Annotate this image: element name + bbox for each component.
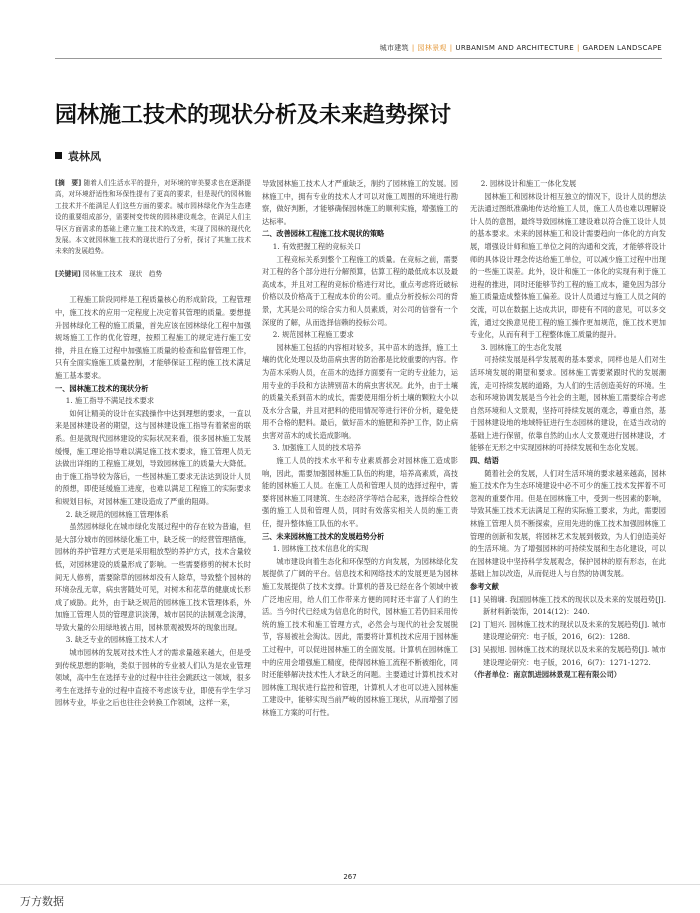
paragraph: 城市园林的发展对技术性人才的需求量越来越大，但是受到传统思想的影响，类似于园林的专业被人们认为是农业管理领域，高中生在选择专业的过程中往往会跳跃这一领域，很多考生在选择专业的过程中直接不考虑该专业，即使有学生学习园林专业，毕业之后也往往会转换工作领域，这样一来， bbox=[55, 648, 251, 708]
author-affiliation: （作者单位：南京凯进园林景观工程有限公司） bbox=[470, 670, 621, 680]
reference-item bbox=[470, 644, 666, 669]
abstract-label: [摘 要] bbox=[55, 179, 82, 187]
paragraph: 导致园林施工技术人才严重缺乏，制约了园林施工的发展。园林施工中，拥有专业的技术人才可以对施工周围的环境进行勘察，做好判断，才能够确保园林施工的顺利实施，增强施工的达标率。 bbox=[262, 179, 458, 226]
keywords bbox=[55, 268, 251, 281]
subheading-2-2: 2. 规范园林工程施工要求 bbox=[272, 330, 354, 340]
article-title: 园林施工技术的现状分析及未来趋势探讨 bbox=[55, 103, 452, 128]
reference-item bbox=[470, 594, 666, 619]
paragraph: 工程竞标关系到整个工程施工的质量。在竞标之前，需要对工程的各个部分进行分解预算，估算工程的最低成本以及最高成本，并且对工程的竞标价格进行对比，重点考虑将近破标价格以及价格高于工程成本价的公司。重点分析投标公司的背景，尤其是公司的综合实力和人员素质，对公司的信誉有一个深度的了解，从而选择信赖的投标公司。 bbox=[262, 254, 458, 327]
footer-divider bbox=[0, 884, 700, 885]
author-name: 袁林凤 bbox=[68, 150, 101, 163]
references-heading: 参考文献 bbox=[470, 582, 499, 591]
subheading-3-2: 2. 园林设计和施工一体化发展 bbox=[480, 179, 577, 188]
paragraph: 园林施工包括的内容相对较多，其中苗木的选择，施工土壤的优化处理以及幼苗病虫害的防治都是比较重要的内容。作为苗木采购人员，在苗木的选择方面要有一定的专业能力，运用专业的手段和方法辨别苗木的病虫害状况。此外，由于土壤的质量关系到苗木的成长，需要使用细分析土壤的颗粒大小以及水分含量，并且对把料的使用情况等进行评价分析，避免使用不合格的肥料。最后，做好苗木的施肥和养护工作，防止病虫害对苗木的成长造成影响。 bbox=[262, 342, 458, 440]
subheading-3-3: 3. 园林施工的生态化发展 bbox=[480, 342, 562, 352]
author-square-icon bbox=[55, 152, 62, 159]
paragraph: 随着社会的发展，人们对生活环境的要求越来越高，园林施工技术作为生态环境建设中必不可少的施工技术发挥着不可忽视的重要作用。但是在园林施工中，受到一些因素的影响，导致其施工技术无法满足工程的实际施工要求，为此，需要园林施工管理人员不断探索，应用先进的施工技术加强园林施工管理的创新和发展，将园林艺术发展到极致，为人们创造美好的生活环境。为了增强园林的可持续发展和生态化建设，可以在园林建设中坚持科学发展观念，保护园林的原有形态，在此基础上加以改造，从而促进人与自然的协调发展。 bbox=[470, 468, 666, 579]
reference-text: 吴振旭. 园林施工技术的现状以及未来的发展趋势[J]. 城市建设理论研究：电子版，2016，6(7)：1271-1272. bbox=[482, 644, 666, 667]
paragraph: 施工人员的技术水平和专业素质都会对园林施工造成影响，因此，需要加强园林施工队伍的构建，培养高素质，高技能的园林施工人员。在施工人员和管理人员的选择过程中，需要将园林施工同建筑、生态经济学等结合起来，选择综合性较强的施工人员和管理人员，同时有效落实相关人员的施工责任，提升整体施工队伍的水平。 bbox=[262, 456, 458, 529]
reference-text: 丁旭兴. 园林施工技术的现状以及未来的发展趋势[J]. 城市建设理论研究：电子版，2016，6(2)：1288. bbox=[482, 619, 666, 642]
paragraph: 园林施工和园林设计相互独立的情况下，设计人员的想法无法通过图纸准确地传达给施工人员，施工人员也难以理解设计人员的意图，最终导致园林施工建设难以符合施工设计人员的基本要求。未来的园林施工和设计需要趋向一体化的方向发展，增强设计师和施工单位之间的沟通和交流，才能够将设计师的具体设计理念传达给施工单位，可以减少施工过程中出现的一些施工误差。此外，设计和施工一体化的实现有利于施工进程的推进，同时还能够节约工程的施工成本，避免因为部分施工质量造成整体施工偏差。设计人员通过与施工人员之间的交流，可以在数据上达成共识，即使有不同的意见，可以多交流，通过交换意见使工程的施工操作更加规范，施工技术更加专业化，从而有利于工程整体施工质量的提升。 bbox=[470, 191, 666, 340]
intro-paragraph: 工程施工阶段同样是工程质量核心的形成阶段，工程管理中，施工技术的应用一定程度上决定着其管理的质量。要想提升园林绿化工程的施工质量，首先应该在园林绿化工程中加强规场施工工作的优化管理，按照工程施工的规定进行施工安排，并且在施工过程中加强施工质量的检查和监督管理工作，只有全面实施施工质量控制，才能够保证工程的施工技术满足施工基本要求。 bbox=[55, 295, 251, 380]
reference-number: [2] bbox=[470, 619, 481, 629]
column-1 bbox=[55, 178, 251, 710]
section-heading-1: 一、园林施工技术的现状分析 bbox=[55, 383, 149, 393]
section-heading-3: 三、未来园林施工技术的发展趋势分析 bbox=[262, 531, 385, 541]
header-section-urbanism-en: URBANISM AND ARCHITECTURE bbox=[455, 44, 574, 52]
header-section-garden: 园林景观 bbox=[417, 44, 447, 52]
subheading-2-1: 1. 有效把握工程的竞标关口 bbox=[272, 241, 362, 251]
subheading-1-3: 3. 缺乏专业的园林施工技术人才 bbox=[65, 635, 169, 645]
column-2 bbox=[262, 178, 458, 720]
running-header: 城市建筑 | 园林景观 | URBANISM AND ARCHITECTURE | GARDEN LANDSCAPE bbox=[379, 44, 662, 52]
abstract bbox=[55, 178, 251, 258]
keywords-label: [关键词] bbox=[55, 269, 81, 278]
subheading-2-3: 3. 加强施工人员的技术培养 bbox=[272, 443, 362, 453]
subheading-1-1: 1. 施工指导不满足技术要求 bbox=[65, 396, 155, 406]
paragraph: 虽然园林绿化在城市绿化发展过程中的存在较为普遍，但是大部分城市的园林绿化施工中，缺乏统一的经营管理措施，园林的养护管理方式更是采用粗放型的养护方式，技术含量较低，对园林建设的质量形成了影响。一些需要修剪的树木长时间无人修剪，需要除草的园林却没有人除草，导致整个园林的环境杂乱无章，病虫害随处可见，对树木和花草的健康成长形成了威胁。此外，由于缺乏规范的园林施工技术管理体系，外加施工管理人员的管理意识淡薄，城市居民的法制观念淡薄，导致大量的公用绿地被占用，园林景观被毁坏的现象出现。 bbox=[55, 522, 251, 632]
subheading-1-2: 2. 缺乏规范的园林施工管理体系 bbox=[65, 509, 169, 519]
header-section-garden-en: GARDEN LANDSCAPE bbox=[582, 44, 662, 52]
reference-item bbox=[470, 619, 666, 644]
header-divider bbox=[55, 58, 662, 59]
keywords-text: 园林施工技术 现状 趋势 bbox=[82, 269, 163, 278]
page-number: 267 bbox=[343, 873, 357, 881]
reference-text: 吴锦墉. 我国园林施工技术的现状以及未来的发展趋势[J]. 新材料新装饰，2014(12)：240. bbox=[482, 594, 666, 617]
section-heading-4: 四、结语 bbox=[470, 456, 499, 466]
author-line bbox=[55, 148, 101, 164]
footer-watermark: 万方数据 bbox=[20, 895, 64, 908]
paragraph: 如何让精美的设计在实践操作中达到理想的要求，一直以来是园林建设者的期望，这与园林建设施工指导有着紧密的联系。但是就现代园林建设的实际状况来看，很多园林施工发展缓慢，施工理论指导难以满足施工技术要求，施工管理人员无法做出详细的工程施工规划，导致园林施工的质量大大降低。由于施工指导较为落后，一些园林施工要求无法达到设计人员的预想，即使延缓施工进度，也难以满足工程施工的实际要求和规划目标，对园林施工建设造成了严重的阻碍。 bbox=[55, 408, 251, 506]
header-section-urban: 城市建筑 bbox=[379, 44, 409, 52]
paragraph: 可持续发展是科学发展观的基本要求，同样也是人们对生活环境发展的期望和要求。园林施工需要紧跟时代的发展潮流，走可持续发展的道路，为人们的生活创造美好的环境。生态和环境协调发展是当今社会的主题，园林施工需要综合考虑自然环境和人文景观，坚持可持续发展的观念，尊重自然，基于园林建设地的地域特征进行生态园林的建设，在适当改动的基础上进行保留，依靠自然的山水人文景观进行园林建设，才能够在无形之中实现园林的可持续发展和生态化发展。 bbox=[470, 355, 666, 453]
reference-number: [3] bbox=[470, 644, 481, 654]
column-3 bbox=[470, 178, 666, 682]
subheading-3-1: 1. 园林施工技术信息化的实现 bbox=[272, 544, 369, 554]
abstract-text: 随着人们生活水平的提升，对环境的审美要求也在逐渐提高，对环境舒适性和环保性提有了更高的要求，但是现代的园林施工技术并不能满足人们这些方面的要求。城市园林绿化作为生态建设的重要组成部分，需要树变传统的园林建设观念，在满足人们主导区方面需求的基础上建立施工技术的改进，实现了园林的现代化发展。本文就园林施工技术的现状进行了分析，探讨了其施工技术未来的发展趋势。 bbox=[55, 179, 252, 256]
reference-number: [1] bbox=[470, 594, 481, 604]
paragraph: 城市建设向着生态化和环保型的方向发展，为园林绿化发展提供了广阔的平台。信息技术和网络技术的发展更是为园林施工发展提供了技术支撑。计算机的普及已经在各个领域中被广泛地应用，给人们工作带来方便的同时还丰富了人们的生活。当今时代已经成为信息化的时代，园林施工若仍旧采用传统的施工技术和施工管理方式，必然会与现代的社会发展脱节，容易被社会淘汰。因此，需要将计算机技术应用于园林施工过程中，可以促进园林施工的全面发展。计算机在园林施工中的应用会增强施工精度，使得园林施工流程不断被细化，同时还能够解决技术性人才缺乏的问题。主要通过计算机技术对园林施工现状进行监控和管理，计算机人才也可以进入园林施工建设中，能够实现当前严峻的园林施工现状，从而增强了园林施工方案的可行性。 bbox=[262, 556, 458, 717]
section-heading-2: 二、改善园林工程施工技术现状的策略 bbox=[262, 229, 385, 239]
